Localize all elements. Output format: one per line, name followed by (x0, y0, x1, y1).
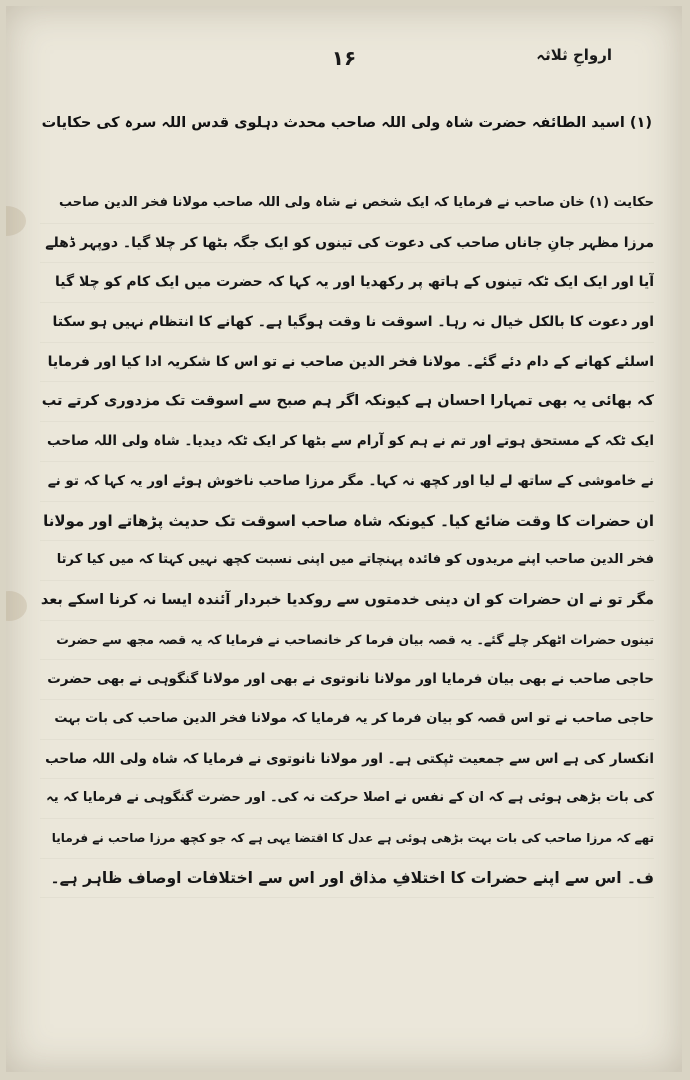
paper-stain (6, 206, 26, 236)
text-line: ف۔ اس سے اپنے حضرات کا اختلافِ مذاق اور اس سے اختلافات اوصاف ظاہر ہے۔ (40, 859, 654, 899)
book-page (6, 6, 682, 1072)
text-line: آیا اور ایک ایک ٹکہ تینوں کے ہاتھ پر رکھدیا اور یہ کہا کہ حضرت میں ایک کام کو چلا گیا (40, 263, 654, 303)
paper-stain (6, 591, 27, 621)
text-line: اور دعوت کا بالکل خیال نہ رہا۔ اسوقت نا وقت ہوگیا ہے۔ کھانے کا انتظام نہیں ہو سکتا (40, 303, 654, 343)
text-line: مگر تو نے ان حضرات کو ان دینی خدمتوں سے روکدیا خبردار آئندہ ایسا نہ کرنا اسکے بعد (40, 581, 654, 621)
text-line: کی بات بڑھی ہوئی ہے کہ ان کے نفس نے اصلا حرکت نہ کی۔ اور حضرت گنگوہی نے فرمایا کہ یہ (40, 779, 654, 819)
text-line: انکسار کی ہے اس سے جمعیت ٹپکتی ہے۔ اور مولانا نانوتوی نے فرمایا کہ شاہ ولی اللہ صاحب (40, 740, 654, 780)
body-text (40, 184, 654, 898)
text-line: حکایت (۱) خان صاحب نے فرمایا کہ ایک شخص نے شاہ ولی اللہ صاحب مولانا فخر الدین صاحب (40, 184, 654, 224)
page-number: ۱۶ (331, 46, 357, 70)
text-line: ان حضرات کا وقت ضائع کیا۔ کیونکہ شاہ صاحب اسوقت تک حدیث پڑھاتے اور مولانا (40, 502, 654, 542)
text-line: فخر الدین صاحب اپنے مریدوں کو فائدہ پہنچاتے میں اپنی نسبت کچھ نہیں کہتا کہ میں کیا کرتا (40, 541, 654, 581)
text-line: مرزا مظہر جانِ جاناں صاحب کی دعوت کی تینوں کو ایک جگہ بٹھا کر چلا گیا۔ دوپہر ڈھلے (40, 224, 654, 264)
section-title: (۱) اسید الطائفہ حضرت شاہ ولی اللہ صاحب محدث دہلوی قدس اللہ سرہ کی حکایات (42, 115, 652, 131)
text-line: اسلئے کھانے کے دام دئے گئے۔ مولانا فخر الدین صاحب نے تو اس کا شکریہ ادا کیا اور فرمایا (40, 343, 654, 383)
running-title: ارواحِ ثلاثہ (536, 46, 612, 64)
text-line: ایک ٹکہ کے مستحق ہوتے اور تم نے ہم کو آرام سے بٹھا کر ایک ٹکہ دیدیا۔ شاہ ولی اللہ صاحب (40, 422, 654, 462)
text-line: کہ بھائی یہ بھی تمہارا احسان ہے کیونکہ اگر ہم صبح سے اسوقت تک مزدوری کرتے تب (40, 382, 654, 422)
text-line: حاجی صاحب نے تو اس قصہ کو بیان فرما کر یہ فرمایا کہ مولانا فخر الدین صاحب کی بات بہت (40, 700, 654, 740)
text-line: حاجی صاحب نے بھی بیان فرمایا اور مولانا نانوتوی نے بھی اور مولانا گنگوہی نے بھی حضرت (40, 660, 654, 700)
text-line: نے خاموشی کے ساتھ لے لیا اور کچھ نہ کہا۔ مگر مرزا صاحب ناخوش ہوئے اور یہ کہا کہ تو نے (40, 462, 654, 502)
text-line: تھے کہ مرزا صاحب کی بات بہت بڑھی ہوئی ہے عدل کا اقتضا یہی ہے کہ جو کچھ مرزا صاحب نے فرمایا (40, 819, 654, 859)
text-line: تینوں حضرات اٹھکر چلے گئے۔ یہ قصہ بیان فرما کر خانصاحب نے فرمایا کہ یہ قصہ مجھ سے حضرت (40, 621, 654, 661)
